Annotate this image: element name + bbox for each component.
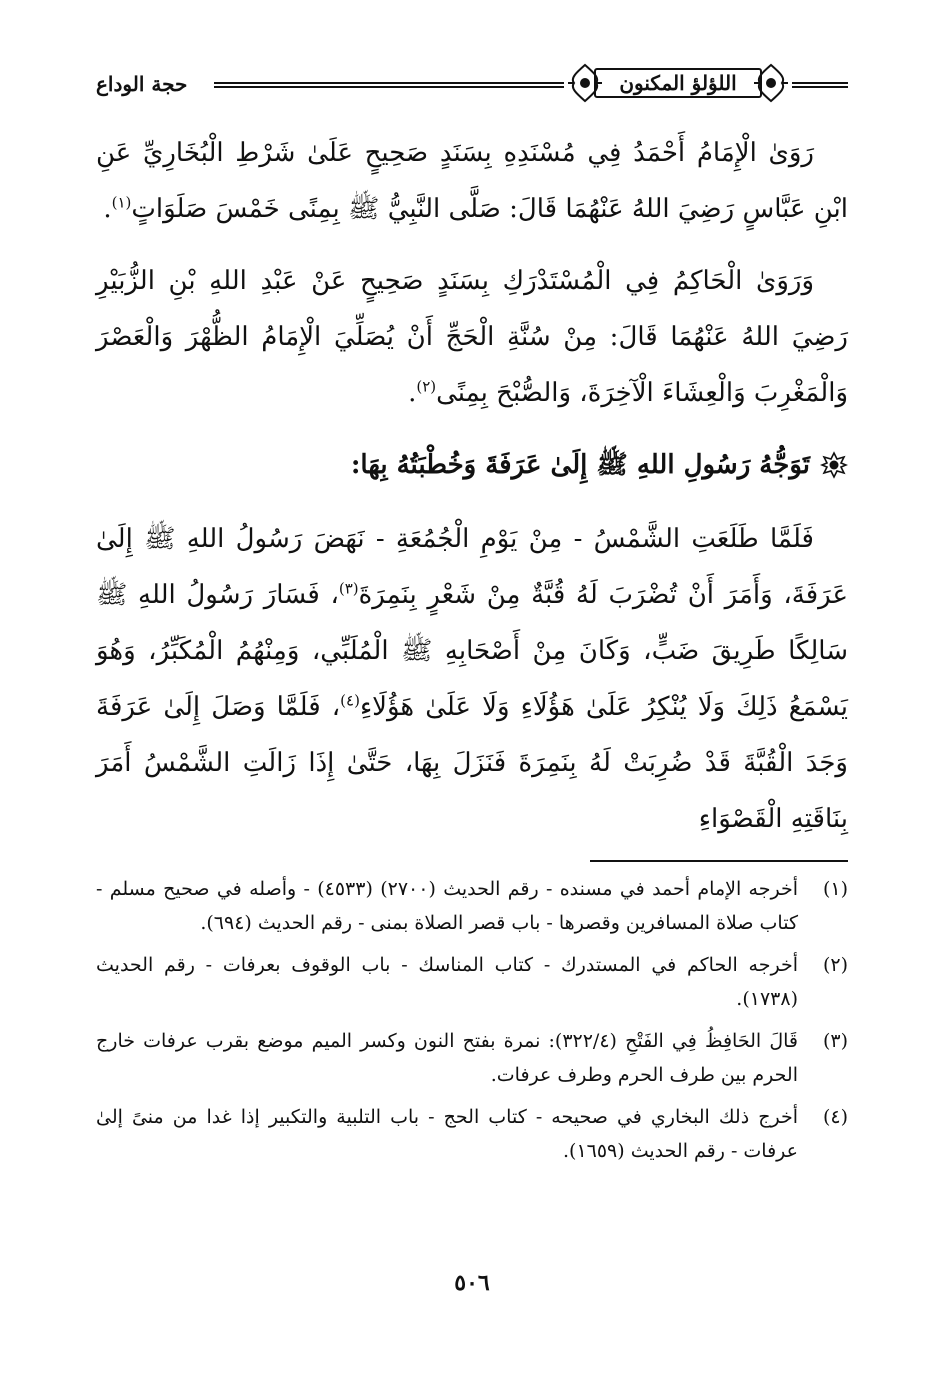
paragraph-2-end: . [408,378,417,408]
paragraph-3-part-1: فَلَمَّا طَلَعَتِ الشَّمْسُ - مِنْ يَوْمِ الْجُمُعَةِ - نَهَضَ رَسُولُ اللهِ ﷺ إِلَىٰ عَرَفَةَ، وَأَمَرَ أَنْ تُضْرَبَ لَهُ قُبَّةٌ مِنْ شَعْرٍ بِنَمِرَةَ [96,524,848,610]
footnote-number: (٢) [822,954,848,976]
paragraph-1-text: رَوَىٰ الْإِمَامُ أَحْمَدُ فِي مُسْنَدِهِ بِسَنَدٍ صَحِيحٍ عَلَىٰ شَرْطِ الْبُخَارِيِّ عَنِ ابْنِ عَبَّاسٍ رَضِيَ اللهُ عَنْهُمَا قَالَ: صَلَّى النَّبِيُّ ﷺ بِمِنًى خَمْسَ صَلَوَاتٍ [96,138,848,224]
footnote [96,948,848,1016]
footnote-ref-1[interactable]: (١) [111,193,132,212]
ornament-right-icon [752,62,790,104]
page-number: ٥٠٦ [454,1270,490,1296]
page-header [96,58,848,114]
book-title: اللؤلؤ المكنون [619,71,737,95]
footnotes [96,872,848,1176]
footnote [96,1100,848,1168]
footnote-ref-2[interactable]: (٢) [416,377,437,396]
footnote-text: أخرج ذلك البخاري في صحيحه - كتاب الحج - باب التلبية والتكبير إذا غدا من منىً إلىٰ عرفات - رقم الحديث (١٦٥٩). [96,1106,798,1162]
footnote-separator [590,860,848,862]
footnote-number: (١) [822,878,848,900]
footnote-number: (٤) [822,1106,848,1128]
paragraph-3-part-3: ، فَلَمَّا وَصَلَ إِلَىٰ عَرَفَةَ وَجَدَ الْقُبَّةَ قَدْ ضُرِبَتْ لَهُ بِنَمِرَةَ فَنَزَلَ بِهَا، حَتَّىٰ إِذَا زَالَتِ الشَّمْسُ أَمَرَ بِنَاقَتِهِ الْقَصْوَاءِ [96,692,848,834]
chapter-title: حجة الوداع [96,72,188,96]
header-rule-right [792,82,848,88]
paragraph-1 [96,125,848,237]
footnote-number: (٣) [822,1030,848,1052]
section-heading-text: تَوَجُّهُ رَسُولِ اللهِ ﷺ إِلَىٰ عَرَفَةَ وَخُطْبَتُهُ بِهَا: [350,450,810,480]
footnote [96,872,848,940]
book-title-frame [566,58,790,108]
paragraph-2 [96,253,848,421]
section-heading [96,437,848,493]
paragraph-3 [96,511,848,847]
paragraph-1-end: . [103,194,112,224]
paragraph-2-text: وَرَوَىٰ الْحَاكِمُ فِي الْمُسْتَدْرَكِ بِسَنَدٍ صَحِيحٍ عَنْ عَبْدِ اللهِ بْنِ الزُّبَيْرِ رَضِيَ اللهُ عَنْهُمَا قَالَ: مِنْ سُنَّةِ الْحَجِّ أَنْ يُصَلِّيَ الْإِمَامُ الظُّهْرَ وَالْعَصْرَ وَالْمَغْرِبَ وَالْعِشَاءَ الْآخِرَةَ، وَالصُّبْحَ بِمِنًى [96,266,848,408]
footnote-text: أخرجه الحاكم في المستدرك - كتاب المناسك - باب الوقوف بعرفات - رقم الحديث (١٧٣٨). [96,954,798,1010]
footnote-ref-4[interactable]: (٤) [340,691,360,710]
footnote [96,1024,848,1092]
paragraph-3-part-2: ، فَسَارَ رَسُولُ اللهِ ﷺ سَالِكًا طَرِيقَ ضَبٍّ، وَكَانَ مِنْ أَصْحَابِهِ ﷺ الْمُلَبِّي، وَمِنْهُمُ الْمُكَبِّرُ، وَهُوَ يَسْمَعُ ذَلِكَ وَلَا يُنْكِرُ عَلَىٰ هَؤُلَاءِ وَلَا عَلَىٰ هَؤُلَاءِ [96,580,848,722]
footnote-text: قَالَ الحَافِظُ فِي الفَتْحِ (٣٢٢/٤): نمرة بفتح النون وكسر الميم موضع بقرب عرفات خارج الحرم بين طرف الحرم وطرف عرفات. [96,1030,798,1086]
footnote-ref-3[interactable]: (٣) [338,579,359,598]
main-text [96,125,848,863]
flower-bullet-icon [820,451,848,479]
ornament-left-icon [566,62,604,104]
header-rule-left [214,82,564,88]
footnote-text: أخرجه الإمام أحمد في مسنده - رقم الحديث (٢٧٠٠) (٤٥٣٣) - وأصله في صحيح مسلم - كتاب صلاة المسافرين وقصرها - باب قصر الصلاة بمنى - رقم الحديث (٦٩٤). [96,878,798,934]
